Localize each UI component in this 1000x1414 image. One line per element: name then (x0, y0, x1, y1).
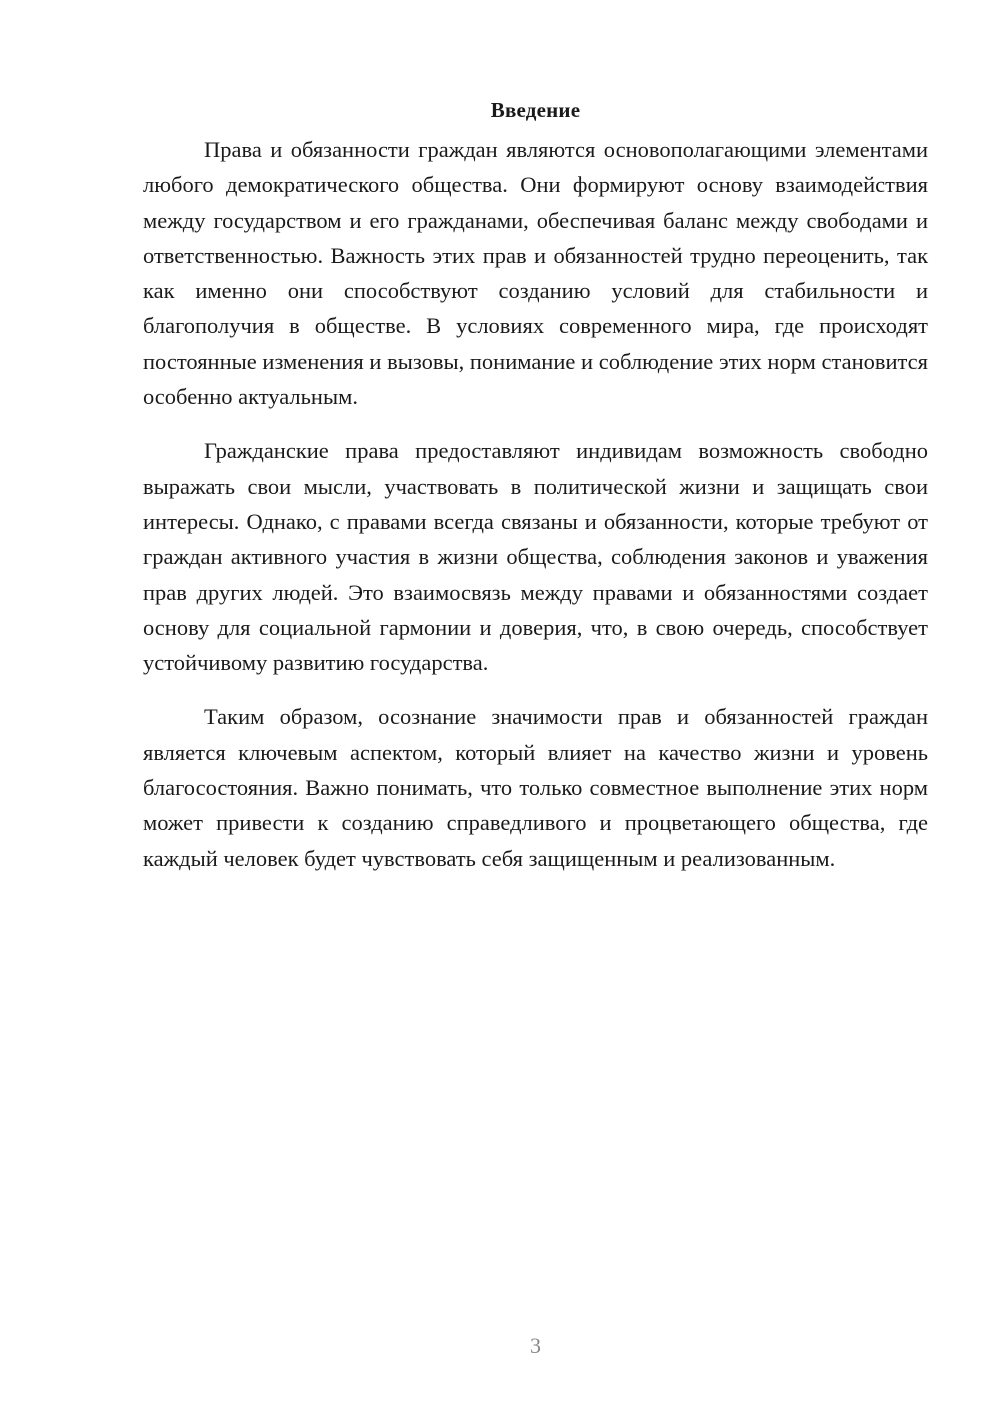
paragraph-2: Гражданские права предоставляют индивидам возможность свободно выражать свои мысли, участвовать в политической жизни и защищать свои интересы. Однако, с правами всегда связаны и обязанности, которые требуют от граждан активного участия в жизни общества, соблюдения законов и уважения прав других людей. Это взаимосвязь между правами и обязанностями создает основу для социальной гармонии и доверия, что, в свою очередь, способствует устойчивому развитию государства. (143, 438, 928, 676)
page-number: 3 (530, 1333, 541, 1358)
paragraph-1: Права и обязанности граждан являются основополагающими элементами любого демократического общества. Они формируют основу взаимодействия между государством и его гражданами, обеспечивая баланс между свободами и ответственностью. Важность этих прав и обязанностей трудно переоценить, так как именно они способствуют созданию условий для стабильности и благополучия в обществе. В условиях современного мира, где происходят постоянные изменения и вызовы, понимание и соблюдение этих норм становится особенно актуальным. (143, 137, 928, 410)
paragraph-3: Таким образом, осознание значимости прав и обязанностей граждан является ключевым аспектом, который влияет на качество жизни и уровень благосостояния. Важно понимать, что только совместное выполнение этих норм может привести к созданию справедливого и процветающего общества, где каждый человек будет чувствовать себя защищенным и реализованным. (143, 704, 928, 871)
page-title: Введение (490, 98, 581, 122)
page-content (143, 92, 928, 895)
